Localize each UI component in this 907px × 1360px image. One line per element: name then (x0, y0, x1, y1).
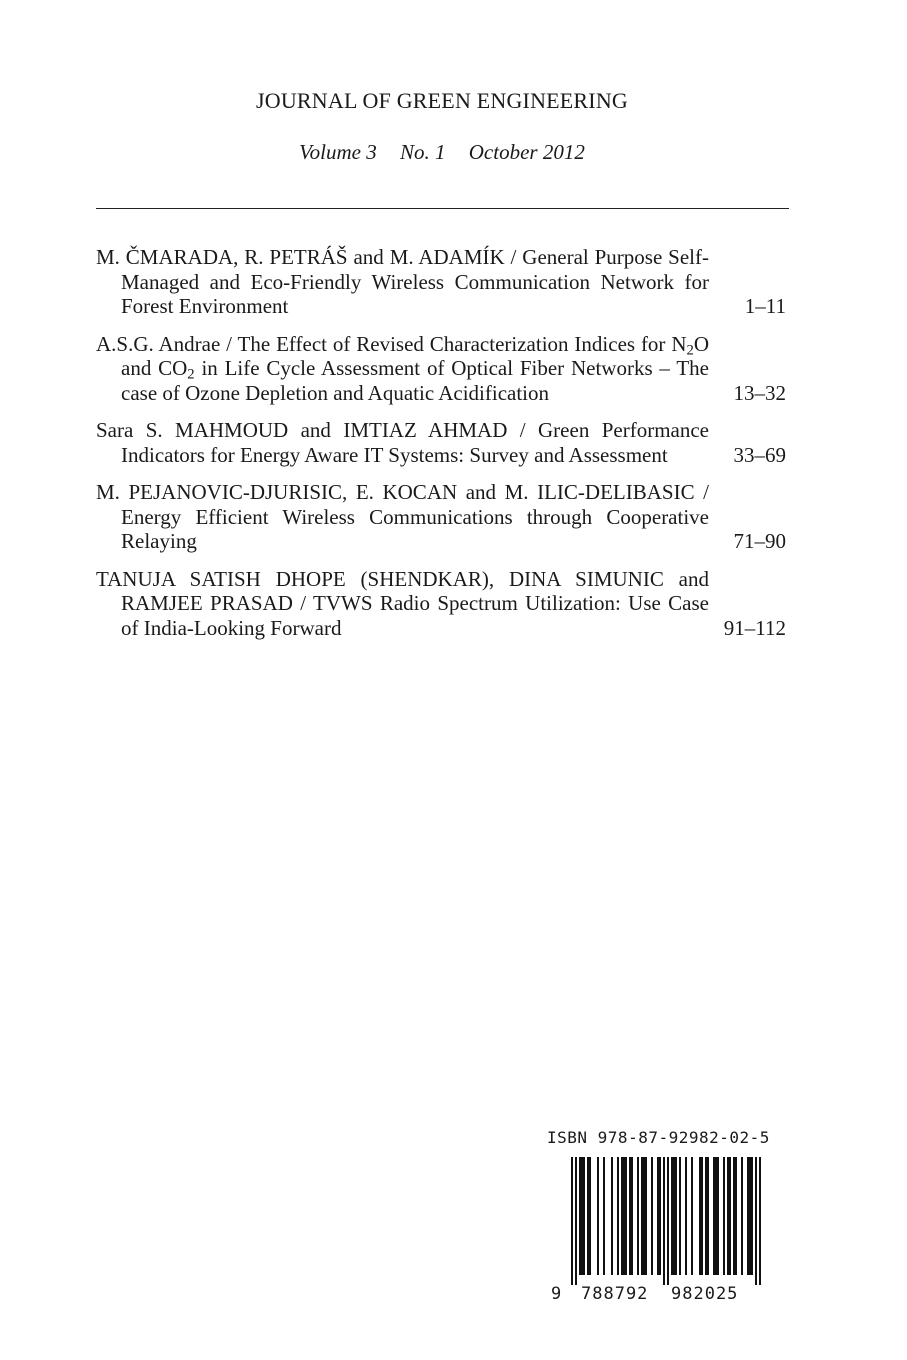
header-divider (96, 208, 789, 209)
isbn-label: ISBN 978-87-92982-02-5 (547, 1128, 770, 1147)
issue-line (0, 140, 884, 165)
toc-entry-title: General Purpose Self-Managed and Eco-Friendly Wireless Communication Network for Forest Environment (121, 245, 709, 318)
barcode-bar (717, 1157, 719, 1275)
barcode-bar (575, 1157, 577, 1285)
barcode-bar (751, 1157, 753, 1275)
barcode-bar (667, 1157, 669, 1285)
barcode-bar (621, 1157, 623, 1275)
barcode-bar (713, 1157, 715, 1275)
toc-entry-title: Energy Efficient Wireless Communications through Cooperative Relaying (121, 504, 709, 553)
issue-date: October 2012 (468, 140, 585, 164)
toc-entry-title: TVWS Radio Spectrum Utilization: Use Case of India-Looking Forward (121, 591, 709, 640)
barcode-bar (643, 1157, 645, 1275)
toc-entry-authors: Sara S. MAHMOUD and IMTIAZ AHMAD (96, 418, 508, 442)
barcode-bar (679, 1157, 681, 1275)
barcode-bar (629, 1157, 631, 1275)
toc-entry-pages: 33–69 (733, 442, 786, 467)
toc-entry[interactable] (96, 480, 788, 554)
barcode-bar (699, 1157, 701, 1275)
barcode-digits-right: 982025 (671, 1284, 739, 1303)
toc-entry-pages: 13–32 (733, 380, 786, 405)
toc-entry-authors: M. PEJANOVIC-DJURISIC, E. KOCAN and M. ILIC-DELIBASIC (96, 480, 695, 504)
barcode-bar (581, 1157, 583, 1275)
barcode-bar (625, 1157, 627, 1275)
toc-entry-text: Sara S. MAHMOUD and IMTIAZ AHMAD / Green Performance Indicators for Energy Aware IT Systems: Survey and Assessment (96, 418, 709, 467)
barcode-bar (579, 1157, 581, 1275)
barcode-bar (705, 1157, 707, 1275)
barcode-bar (675, 1157, 677, 1275)
barcode-bar (749, 1157, 751, 1275)
barcode-bar (701, 1157, 703, 1275)
barcode-bar (729, 1157, 731, 1275)
toc-entry-authors: TANUJA SATISH DHOPE (SHENDKAR), DINA SIMUNIC and RAMJEE PRASAD (96, 566, 709, 615)
barcode-bar (673, 1157, 675, 1275)
barcode-bar (587, 1157, 589, 1275)
journal-title: JOURNAL OF GREEN ENGINEERING (255, 88, 629, 113)
toc-entry-title: The Effect of Revised Characterization Indices for $N_2O$ and $CO_2$ in Life Cycle Assessment of Optical Fiber Networks – The case of Ozone Depletion and Aquatic Acidification (121, 331, 709, 405)
barcode-bar (637, 1157, 639, 1275)
volume-label: Volume 3 (299, 140, 377, 164)
toc-entry[interactable] (96, 245, 788, 319)
barcode-bar (741, 1157, 743, 1275)
barcode-digits-left: 788792 (581, 1284, 649, 1303)
toc-entry-text: TANUJA SATISH DHOPE (SHENDKAR), DINA SIMUNIC and RAMJEE PRASAD / TVWS Radio Spectrum Utilization: Use Case of India-Looking Forward (96, 566, 709, 640)
issue-number: No. 1 (399, 140, 446, 164)
barcode-bar (755, 1157, 757, 1285)
barcode-bar (571, 1157, 573, 1285)
toc-entry-title: Green Performance Indicators for Energy Aware IT Systems: Survey and Assessment (121, 418, 709, 467)
toc-entry[interactable] (96, 567, 788, 641)
barcode-bar (657, 1157, 659, 1275)
barcode-bar (723, 1157, 725, 1275)
toc-entry-text: M. PEJANOVIC-DJURISIC, E. KOCAN and M. ILIC-DELIBASIC / Energy Efficient Wireless Communications through Cooperative Relaying (96, 480, 709, 553)
toc-entry-authors: M. ČMARADA, R. PETRÁŠ and M. ADAMÍK (96, 245, 505, 269)
barcode-bar (597, 1157, 599, 1275)
barcode-bar (671, 1157, 673, 1275)
toc-entry-pages: 91–112 (723, 615, 786, 640)
barcode-bar (603, 1157, 605, 1275)
toc-entry[interactable] (96, 332, 788, 406)
barcode-bar (589, 1157, 591, 1275)
barcode-bars (571, 1157, 761, 1285)
barcode-bar (645, 1157, 647, 1275)
barcode-bar (617, 1157, 619, 1275)
barcode-bar (651, 1157, 653, 1275)
barcode-bar (685, 1157, 687, 1275)
barcode-bar (715, 1157, 717, 1275)
toc-entry-pages: 1–11 (744, 294, 786, 318)
toc-entry-authors: A.S.G. Andrae (96, 331, 221, 356)
barcode-bar (691, 1157, 693, 1275)
barcode-bar (747, 1157, 749, 1275)
barcode-bar (631, 1157, 633, 1275)
barcode-bar (733, 1157, 735, 1275)
toc-entry[interactable] (96, 418, 788, 467)
toc-entry-text: A.S.G. Andrae / The Effect of Revised Characterization Indices for $N_2O$ and $CO_2$ in Life Cycle Assessment of Optical Fiber Networks – The case of Ozone Depletion and Aquatic Acidification (96, 331, 709, 405)
barcode-bar (623, 1157, 625, 1275)
barcode-bar (707, 1157, 709, 1275)
toc-entry-text: M. ČMARADA, R. PETRÁŠ and M. ADAMÍK / General Purpose Self-Managed and Eco-Friendly Wireless Communication Network for Forest Environment (96, 245, 709, 318)
barcode-bar (727, 1157, 729, 1275)
isbn-block (545, 1128, 795, 1303)
barcode-bar (641, 1157, 643, 1275)
barcode-bar (759, 1157, 761, 1285)
barcode-digit-first: 9 (551, 1284, 562, 1303)
barcode (545, 1153, 765, 1303)
barcode-bar (583, 1157, 585, 1275)
barcode-bar (663, 1157, 665, 1285)
toc-entry-pages: 71–90 (733, 529, 786, 553)
barcode-bar (659, 1157, 661, 1275)
table-of-contents (96, 245, 788, 653)
barcode-bar (611, 1157, 613, 1275)
barcode-bar (735, 1157, 737, 1275)
